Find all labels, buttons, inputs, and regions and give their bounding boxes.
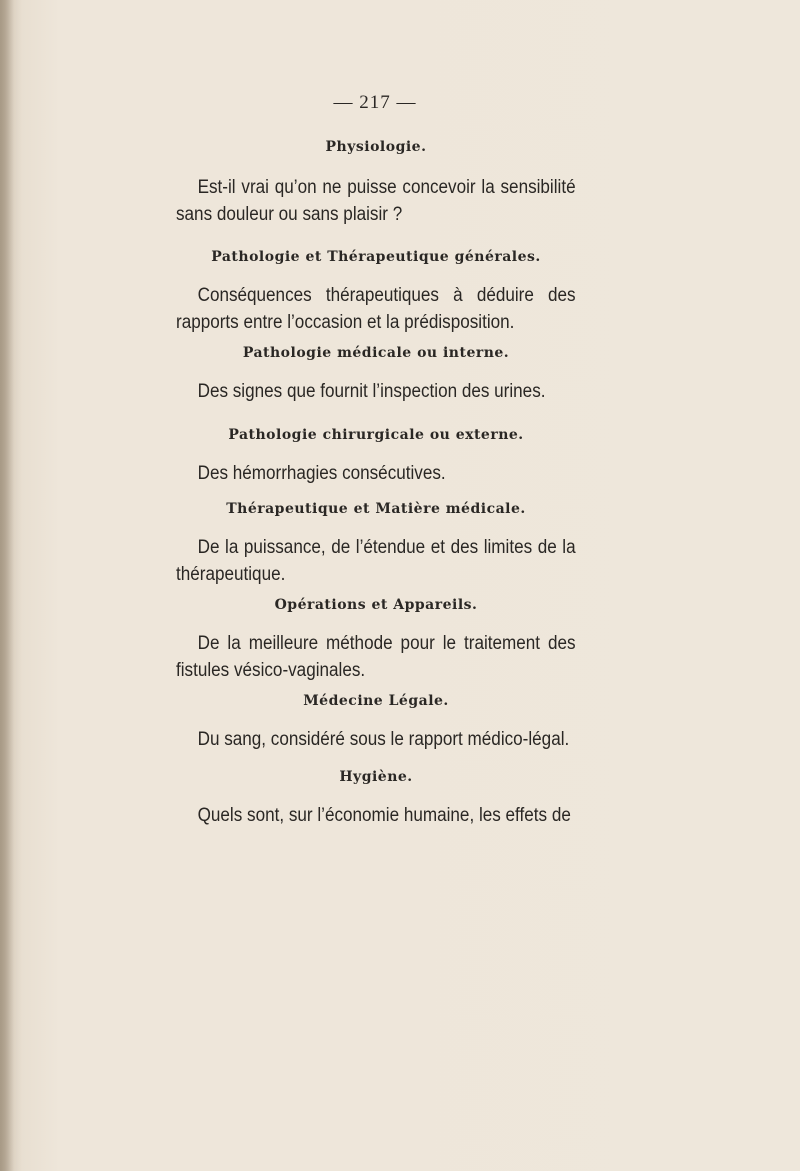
section-hygiene [176, 766, 576, 829]
section-text: Quels sont, sur l’économie humaine, les effets de [197, 805, 571, 826]
section-pathologie-chirurgicale [176, 424, 576, 487]
section-text: Conséquences thérapeutiques à déduire des rapports entre l’occasion et la prédisposition. [176, 285, 576, 333]
section-medecine-legale [176, 690, 576, 753]
page-number: — 217 — [333, 92, 417, 113]
section-heading: Thérapeutique et Matière médicale. [226, 501, 526, 517]
section-pathologie-therapeutique-generales [176, 246, 576, 336]
section-text: Des hémorrhagies consécutives. [197, 463, 446, 484]
section-heading: Opérations et Appareils. [274, 597, 478, 613]
section-text: Des signes que fournit l’inspection des urines. [197, 381, 546, 402]
section-heading: Physiologie. [325, 139, 427, 155]
section-heading: Pathologie médicale ou interne. [242, 345, 510, 361]
section-physiologie [176, 136, 576, 228]
section-pathologie-medicale [176, 342, 576, 405]
section-text: De la puissance, de l’étendue et des limites de la thérapeutique. [176, 537, 576, 585]
section-operations-appareils [176, 594, 576, 684]
section-therapeutique-matiere-medicale [176, 498, 576, 588]
section-text: Est-il vrai qu’on ne puisse concevoir la sensibilité sans douleur ou sans plaisir ? [176, 177, 576, 225]
section-heading: Médecine Légale. [303, 693, 449, 709]
section-text: Du sang, considéré sous le rapport médico-légal. [197, 729, 570, 750]
section-text: De la meilleure méthode pour le traitement des fistules vésico-vaginales. [176, 633, 576, 681]
section-heading: Pathologie chirurgicale ou externe. [228, 427, 524, 443]
section-heading: Hygiène. [339, 769, 413, 785]
binding-shadow [0, 0, 14, 1171]
section-heading: Pathologie et Thérapeutique générales. [211, 249, 541, 265]
